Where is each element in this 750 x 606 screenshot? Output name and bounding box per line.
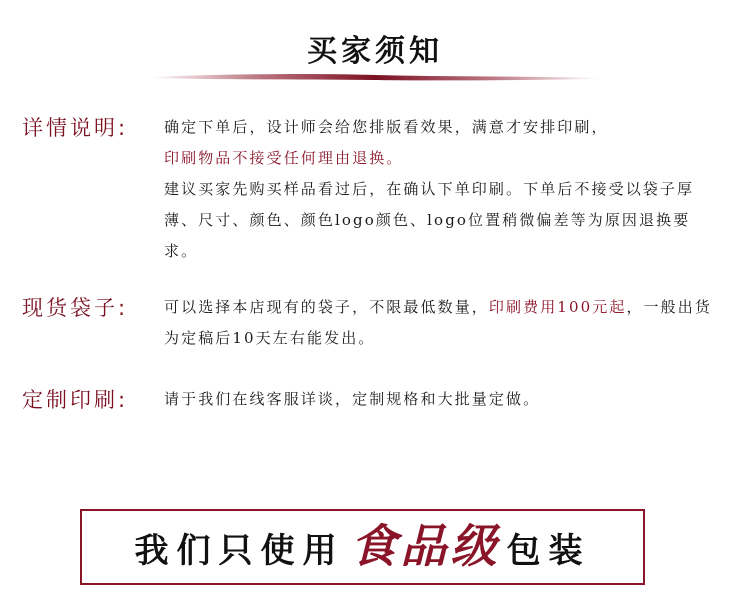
page-title: 买家须知 bbox=[307, 34, 443, 69]
food-grade-banner bbox=[80, 509, 645, 585]
brush-divider bbox=[150, 72, 600, 82]
banner-text-before: 我们只使用 bbox=[134, 530, 345, 571]
details-line-2: 印刷物品不接受任何理由退换。 bbox=[164, 149, 404, 167]
details-body bbox=[164, 112, 724, 267]
stock-price: 印刷费用100元起 bbox=[488, 298, 627, 316]
details-line-3: 建议买家先购买样品看过后，在确认下单印刷。下单后不接受以袋子厚薄、尺寸、颜色、颜色logo颜色、logo位置稍微偏差等为原因退换要求。 bbox=[164, 180, 695, 260]
custom-text: 请于我们在线客服详谈，定制规格和大批量定做。 bbox=[164, 390, 541, 408]
details-line-1: 确定下单后，设计师会给您排版看效果，满意才安排印刷， bbox=[164, 118, 609, 136]
custom-body bbox=[164, 384, 724, 415]
stock-label: 现货袋子: bbox=[22, 296, 129, 320]
banner-accent: 食品级 bbox=[350, 519, 501, 573]
stock-text: 可以选择本店现有的袋子，不限最低数量， bbox=[164, 298, 489, 316]
custom-label: 定制印刷: bbox=[22, 388, 129, 412]
stock-body bbox=[164, 292, 724, 354]
details-label: 详情说明: bbox=[22, 116, 129, 140]
stock-text-after: ，一般出货为定稿后10天左右能发出。 bbox=[164, 298, 712, 347]
banner-text-after: 包装 bbox=[506, 530, 591, 571]
